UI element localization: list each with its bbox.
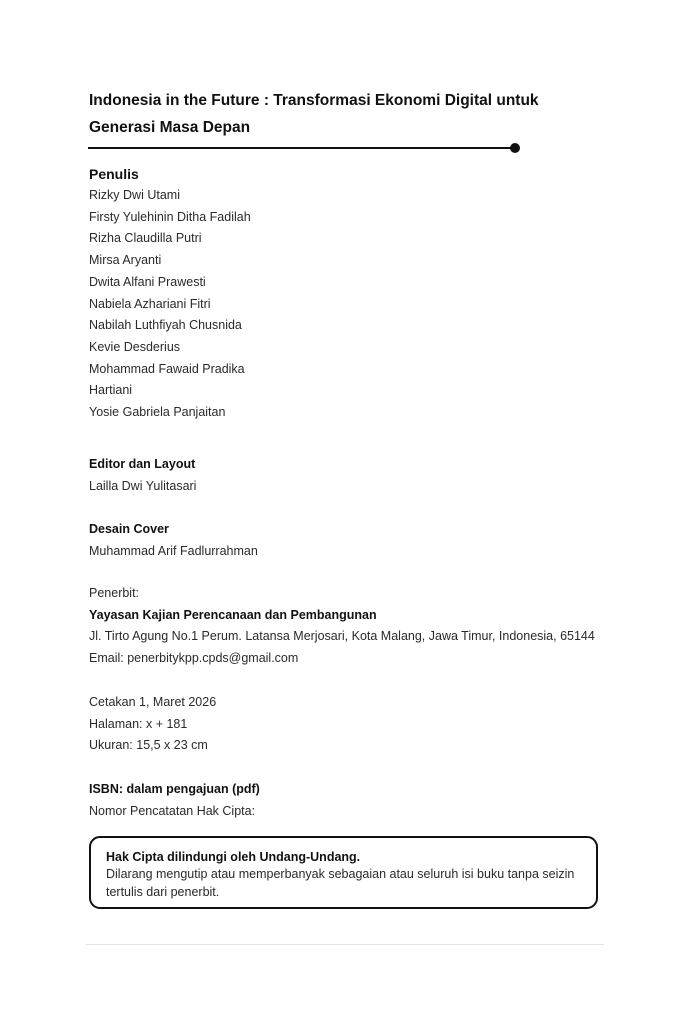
isbn-section — [89, 779, 260, 822]
page-footer-divider — [86, 944, 604, 945]
title-divider — [88, 147, 514, 149]
author-name: Nabiela Azhariani Fitri — [89, 296, 211, 311]
cover-designer-name: Muhammad Arif Fadlurrahman — [89, 543, 258, 558]
publisher-name: Yayasan Kajian Perencanaan dan Pembangunan — [89, 607, 377, 622]
authors-heading: Penulis — [89, 166, 139, 182]
cover-heading: Desain Cover — [89, 522, 169, 536]
author-name: Kevie Desderius — [89, 339, 181, 354]
publisher-email: Email: penerbitykpp.cpds@gmail.com — [89, 651, 299, 666]
author-name: Dwita Alfani Prawesti — [89, 274, 206, 289]
publisher-section — [89, 583, 595, 670]
isbn-label: ISBN: dalam pengajuan (pdf) — [89, 782, 260, 796]
copyright-notice-box — [89, 836, 598, 909]
publisher-label: Penerbit: — [89, 586, 140, 600]
author-name: Mohammad Fawaid Pradika — [89, 361, 245, 376]
divider-dot-icon — [510, 143, 520, 153]
editor-section — [89, 454, 196, 497]
author-name: Nabilah Luthfiyah Chusnida — [89, 318, 242, 333]
edition-section — [89, 692, 216, 757]
author-name: Rizky Dwi Utami — [89, 188, 180, 202]
author-name: Yosie Gabriela Panjaitan — [89, 405, 226, 420]
copyright-registration: Nomor Pencatatan Hak Cipta: — [89, 803, 256, 818]
publisher-address: Jl. Tirto Agung No.1 Perum. Latansa Merjosari, Kota Malang, Jawa Timur, Indonesia, 65144 — [89, 629, 595, 644]
cover-section — [89, 519, 258, 562]
authors-section — [89, 163, 251, 424]
author-name: Mirsa Aryanti — [89, 253, 162, 268]
book-title: Indonesia in the Future : Transformasi Ekonomi Digital untuk Generasi Masa Depan — [89, 92, 539, 136]
print-edition: Cetakan 1, Maret 2026 — [89, 695, 217, 709]
book-size: Ukuran: 15,5 x 23 cm — [89, 738, 208, 753]
page-count: Halaman: x + 181 — [89, 716, 188, 731]
copyright-notice-heading: Hak Cipta dilindungi oleh Undang-Undang. — [106, 850, 361, 864]
copyright-notice-text: Dilarang mengutip atau memperbanyak sebagaian atau seluruh isi buku tanpa seizin tertulis dari penerbit. — [106, 867, 575, 899]
author-name: Rizha Claudilla Putri — [89, 231, 202, 246]
author-name: Hartiani — [89, 383, 133, 398]
editor-heading: Editor dan Layout — [89, 457, 196, 471]
author-name: Firsty Yulehinin Ditha Fadilah — [89, 209, 251, 224]
editor-name: Lailla Dwi Yulitasari — [89, 478, 197, 493]
